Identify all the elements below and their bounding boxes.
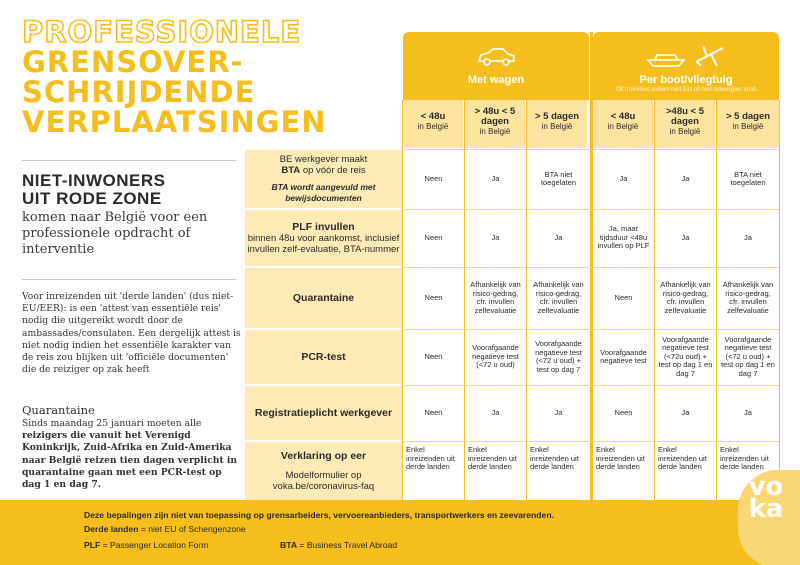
group-note-boat-plane: Of trein/bus indien niet EU of niet schengen land <box>616 86 756 93</box>
footer-bta: BTA = Business Travel Abroad <box>280 540 398 550</box>
footer-plf: PLF = Passenger Location Form <box>84 540 209 550</box>
quarantine-title: Quarantaine <box>22 403 95 417</box>
table-cell: Voorafgaande negatieve test (<72 u oud) <box>472 343 519 370</box>
table-cell: Voorafgaande negatieve test (<72 u oud) + test op dag 7 <box>535 339 582 374</box>
quarantine-text: Sinds maandag 25 januari moeten alle reizigers die vanuit het Verenigd Koninkrijk, Zuid-Afrika en Zuid-Amerika naar België reizen tien dagen verplicht in quarantaine gaan met een PCR-test op dag 1 en dag 7. <box>22 418 238 491</box>
table-cell: Neen <box>614 407 633 417</box>
section-subtitle: komen naar België voor een professionele opdracht of interventie <box>22 210 208 257</box>
table-cell: Ja <box>744 407 752 417</box>
table-cell: Ja, maar tijdsduur <48u invullen op PLF <box>597 224 650 251</box>
title-line-3: SCHRIJDENDE <box>22 75 256 109</box>
col-header-3: > 5 dagen in België <box>527 100 587 148</box>
table-cell: Ja <box>744 232 752 242</box>
table-cell: Ja <box>554 232 563 242</box>
table-cell: Neen <box>424 232 443 242</box>
row-label-declaration: Verklaring op eer Modelformulier op voka.be/coronavirus-faq <box>245 442 402 500</box>
divider-top <box>22 160 236 161</box>
col-header-4: < 48u in België <box>593 100 653 148</box>
table-cell: Voorafgaande negatieve test (<72u oud) + test op dag 1 en dag 7 <box>658 334 713 378</box>
footer-derde-landen: Derde landen = niet EU of Schengenzone <box>84 524 246 534</box>
table-cell: Enkel inreizenden uit derde landen <box>658 445 707 471</box>
footer-band <box>0 500 800 565</box>
group-label-boat-plane: Per boot/vliegtuig <box>639 74 733 86</box>
table-cell: Ja <box>491 232 500 242</box>
page-title <box>22 15 382 139</box>
table-cell: BTA niet toegelaten <box>540 169 577 187</box>
group-header-car <box>403 32 589 100</box>
section-title: NIET-INWONERS UIT RODE ZONE <box>22 171 166 208</box>
table-cell: Enkel inreizenden uit derde landen <box>720 445 769 471</box>
table-cell: Enkel inreizenden uit derde landen <box>596 445 645 471</box>
col-header-6: > 5 dagen in België <box>717 100 779 148</box>
table-cell: Ja <box>619 173 628 183</box>
table-cell: Ja <box>681 173 690 183</box>
table-cell: Enkel inreizenden uit derde landen <box>530 445 579 471</box>
table-cell: Ja <box>681 232 690 242</box>
table-cell: Neen <box>424 292 443 302</box>
table-cell: Afhankelijk van risico-gedrag, cfr. invullen zelfevaluatie <box>470 280 521 315</box>
row-label-registration: Registratieplicht werkgever <box>245 386 402 440</box>
body-paragraph: Voor inreizenden uit 'derde landen' (dus niet-EU/EER): is een 'attest van essentiële reis' nodig die uitgereikt wordt door de ambassades/consulaten. Een dergelijk attest is niet nodig indien het essentiële karakter van de reis zou blijken uit 'officiële documenten' die de reiziger op zak heeft <box>22 291 241 376</box>
footer-disclaimer: Deze bepalingen zijn niet van toepassing op grensarbeiders, vervoereanbieders, transportwerkers en zeevarenden. <box>84 510 554 520</box>
title-line-1: PROFESSIONELE <box>22 15 302 49</box>
table-cell: Ja <box>554 407 563 417</box>
table-cell: BTA niet toegelaten <box>730 169 766 187</box>
plane-icon <box>693 42 727 70</box>
title-line-2: GRENSOVER- <box>22 45 244 79</box>
col-header-5: >48u < 5 dagen in België <box>655 100 715 148</box>
row-label-plf: PLF invullen binnen 48u voor aankomst, inclusief invullen zelf-evaluatie, BTA-nummer <box>245 210 402 266</box>
row-label-quarantine: Quarantaine <box>245 268 402 328</box>
table-cell: Neen <box>424 173 443 183</box>
col-header-1: < 48u in België <box>403 100 463 148</box>
group-label-car: Met wagen <box>467 74 525 86</box>
group-header-boat-plane <box>593 32 779 100</box>
table-cell: Neen <box>424 407 443 417</box>
table-cell: Ja <box>681 407 690 417</box>
table-cell: Enkel inreizenden uit derde landen <box>406 445 455 471</box>
table-cell: Afhankelijk van risico-gedrag, cfr. invullen zelfevaluatie <box>660 280 711 315</box>
title-line-4: VERPLAATSINGEN <box>22 105 327 139</box>
grid-line <box>779 100 780 500</box>
car-icon <box>475 46 517 68</box>
table-cell: Ja <box>491 407 500 417</box>
table-cell: Ja <box>491 173 500 183</box>
table-cell: Enkel inreizenden uit derde landen <box>468 445 517 471</box>
table-cell: Neen <box>424 351 443 361</box>
voka-logo <box>736 470 796 565</box>
logo-text: vo ka <box>748 472 784 524</box>
col-header-2: > 48u < 5 dagen in België <box>465 100 525 148</box>
table-cell: Neen <box>614 292 633 302</box>
divider-mid <box>22 279 236 280</box>
table-cell: Voorafgaande negatieve test (<72 u oud) + test op dag 1 en dag 7 <box>721 334 775 378</box>
boat-icon <box>645 48 687 68</box>
table-cell: Afhankelijk van risico-gedrag, cfr. invullen zelfevaluatie <box>722 280 774 315</box>
row-label-bta: BE werkgever maakt BTA op vóór de reis BTA wordt aangevuld met bewijsdocumenten <box>245 150 402 208</box>
table-cell: Voorafgaande negatieve test <box>600 347 647 365</box>
row-label-pcr: PCR-test <box>245 330 402 384</box>
table-cell: Afhankelijk van risico-gedrag, cfr. invullen zelfevaluatie <box>533 280 584 315</box>
